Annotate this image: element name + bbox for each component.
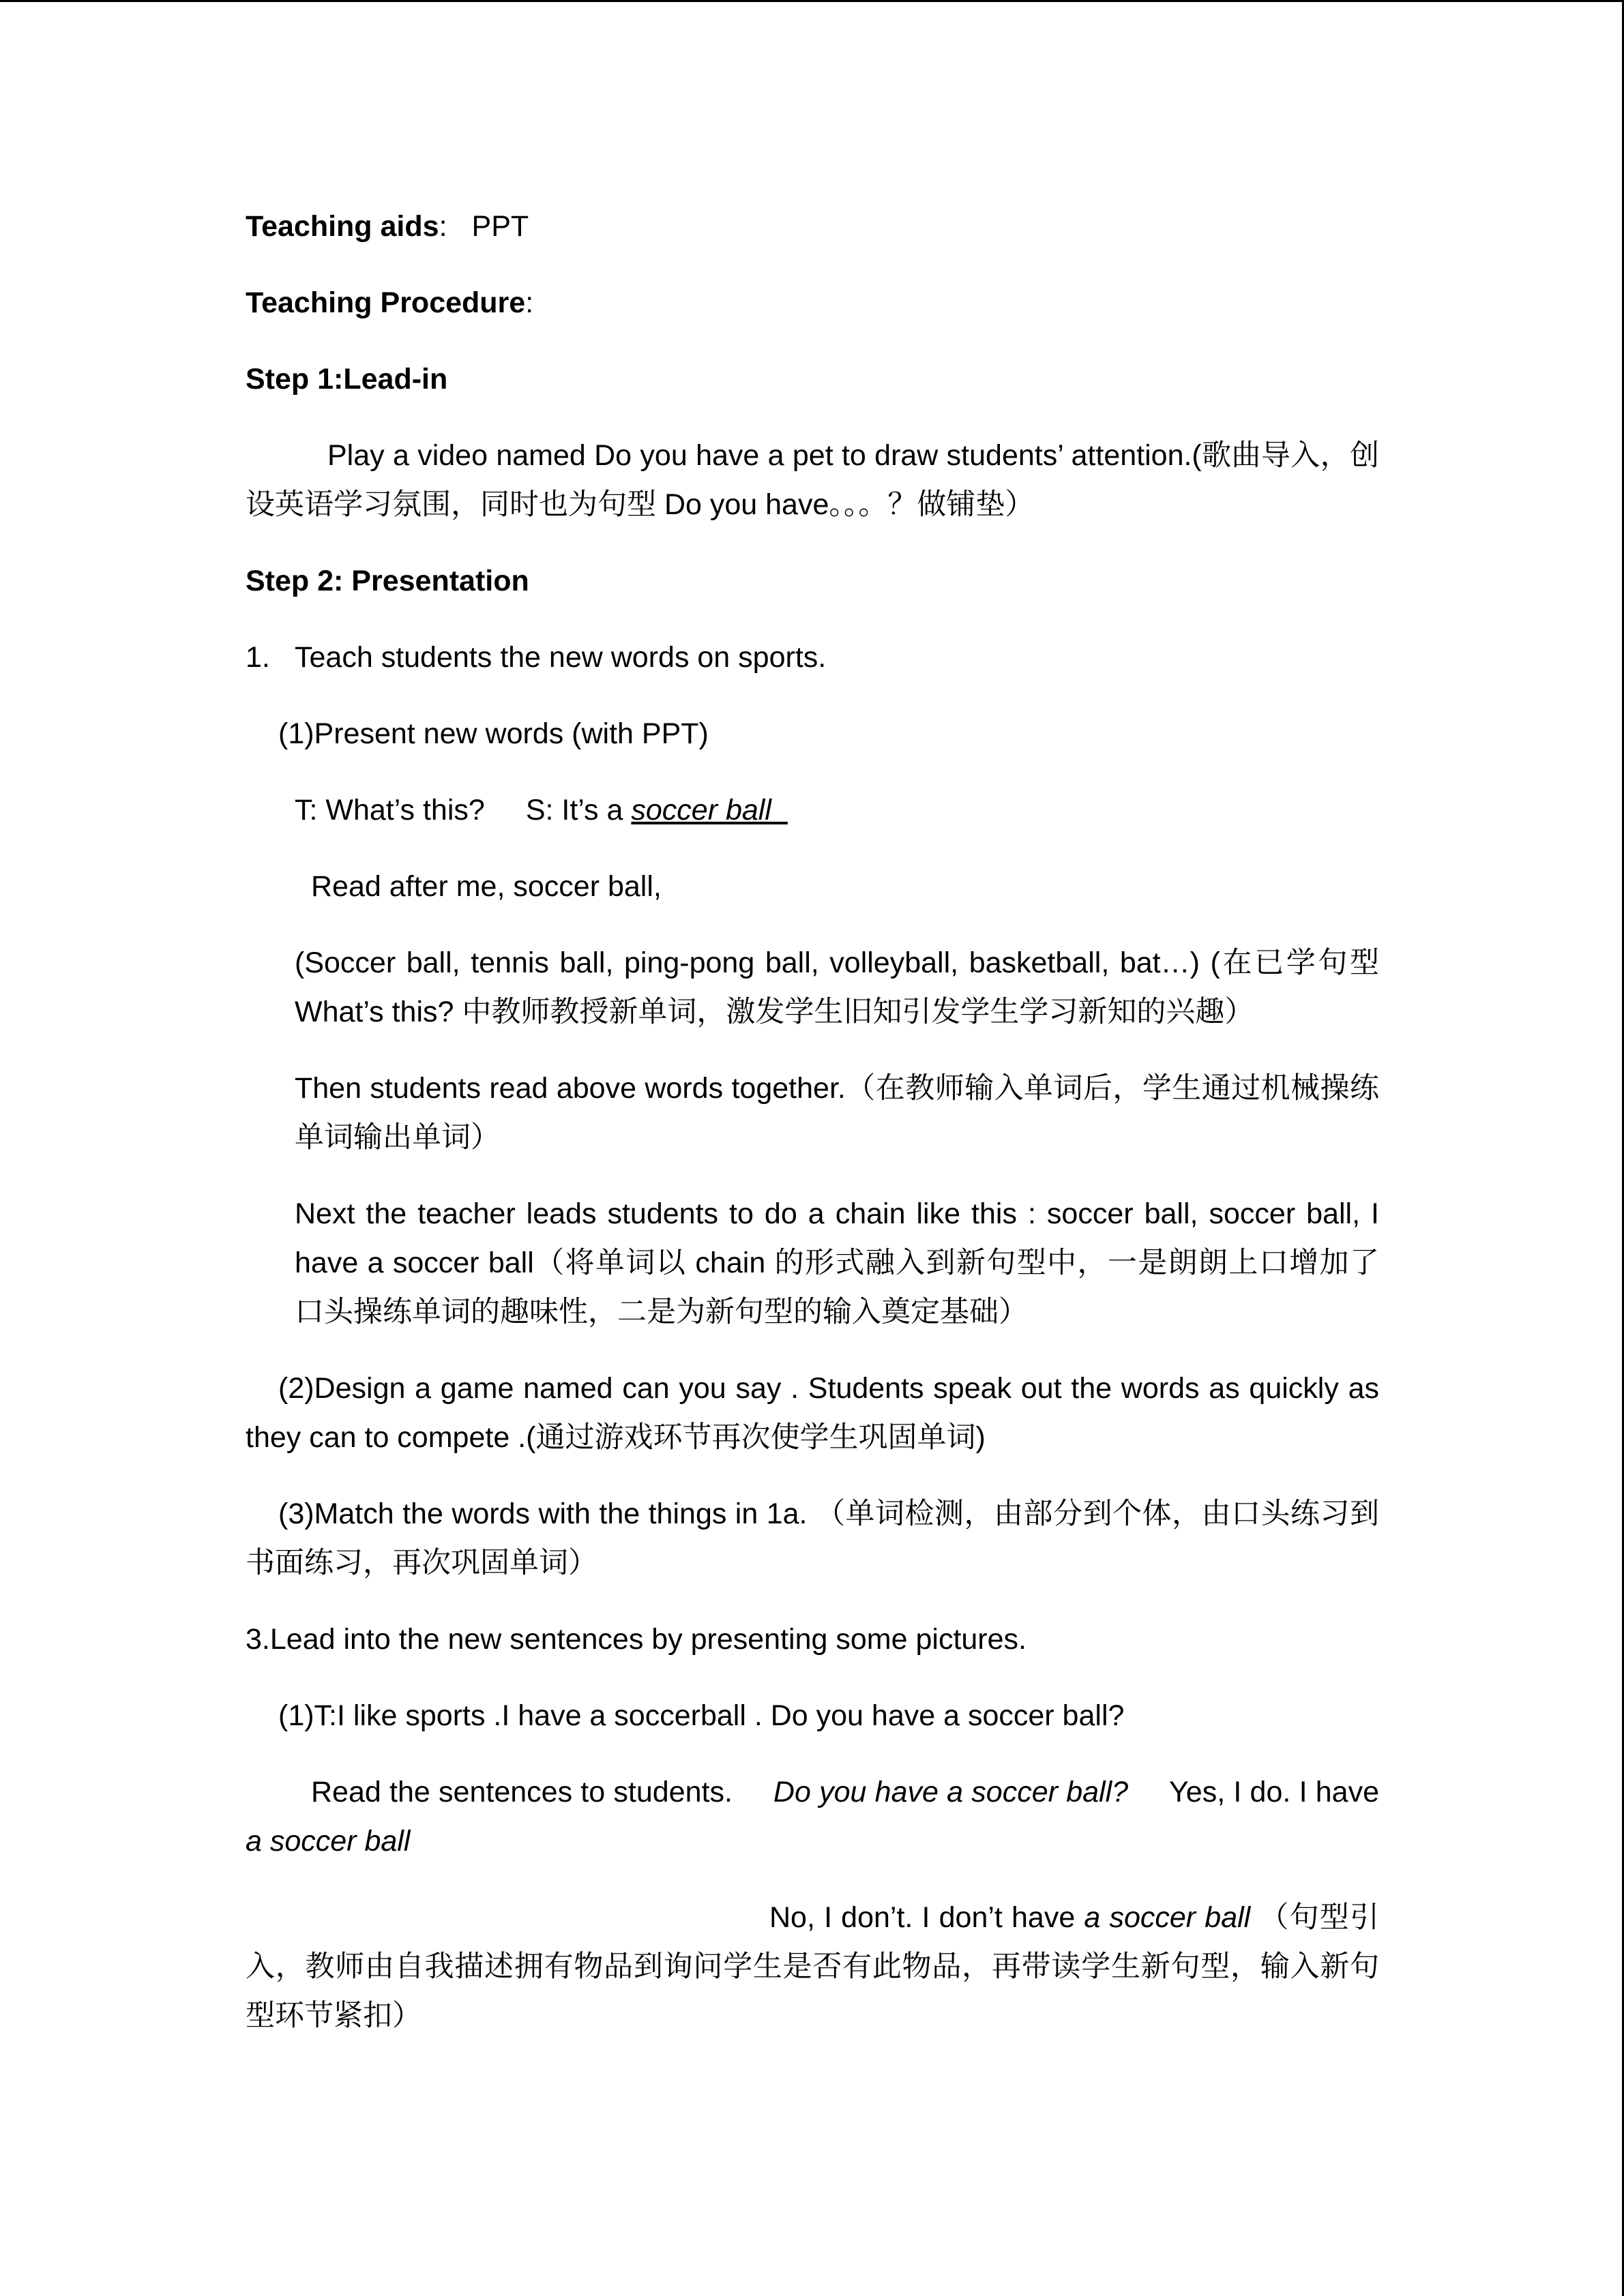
no-answer-prefix: No, I don’t. I don’t have [769, 1901, 1084, 1934]
dialog-teacher: T: What’s this? [295, 794, 485, 826]
teaching-aids-value: PPT [471, 210, 529, 243]
procedure-heading-line [246, 278, 1379, 327]
teaching-aids-label: Teaching aids [246, 210, 439, 243]
yes-answer-prefix: Yes, I do. I have [1169, 1776, 1380, 1808]
procedure-separator: : [525, 286, 534, 319]
chain-paragraph: Next the teacher leads students to do a chain like this : soccer ball, soccer ball, I have a soccer ball（将单词以 chain 的形式融入到新句型中，一是朗朗上口增加了口头操练单词的趣味性，二是为新句型的输入奠定基础） [295, 1197, 1379, 1328]
step2-heading: Step 2: Presentation [246, 565, 529, 597]
list-item-3: 3.Lead into the new sentences by presenting some pictures. [246, 1623, 1027, 1656]
teaching-aids-line [246, 202, 1379, 251]
step1-heading: Step 1:Lead-in [246, 363, 448, 396]
step1-paragraph: Play a video named Do you have a pet to draw students’ attention.(歌曲导入，创设英语学习氛围，同时也为句型 Do you have。。。？做铺垫） [246, 439, 1379, 521]
list-item-1 [246, 633, 1379, 682]
sub-item-2-paragraph: (2)Design a game named can you say . Students speak out the words as quickly as they can to compete .(通过游戏环节再次使学生巩固单词) [246, 1372, 1379, 1454]
list-item-1-number: 1. [246, 641, 270, 674]
read-sentences-paragraph [246, 1768, 1379, 1866]
list-item-1-text: Teach students the new words on sports. [295, 641, 827, 674]
read-sentences-prefix: Read the sentences to students. [311, 1776, 733, 1808]
yes-answer-object: a soccer ball [246, 1825, 411, 1858]
dialog-line [246, 786, 1379, 835]
sub-item-1: (1)Present new words (with PPT) [278, 717, 709, 750]
document-body [246, 202, 1379, 2068]
read-together-paragraph: Then students read above words together.（在教师输入单词后，学生通过机械操练单词输出单词） [295, 1072, 1379, 1154]
no-answer-object: a soccer ball [1084, 1901, 1251, 1934]
no-answer-paragraph [246, 1893, 1379, 2040]
sub-item-3-paragraph: (3)Match the words with the things in 1a. （单词检测，由部分到个体，由口头练习到书面练习，再次巩固单词） [246, 1497, 1379, 1579]
dialog-student-answer: soccer ball [631, 794, 771, 826]
top-border [0, 0, 1624, 2]
teaching-aids-separator: : [439, 210, 447, 243]
no-answer-note: （句型引入，教师由自我描述拥有物品到询问学生是否有此物品，再带读学生新句型，输入新句型环节紧扣） [246, 1901, 1379, 2032]
procedure-label: Teaching Procedure [246, 286, 526, 319]
words-list-paragraph: (Soccer ball, tennis ball, ping-pong ball, volleyball, basketball, bat…) (在已学句型 What’s this? 中教师教授新单词，激发学生旧知引发学生学习新知的兴趣） [295, 946, 1379, 1028]
sub-item-3-1: (1)T:I like sports .I have a soccerball . Do you have a soccer ball? [278, 1699, 1125, 1732]
question-sentence: Do you have a soccer ball? [773, 1776, 1129, 1808]
read-after-line: Read after me, soccer ball, [311, 870, 662, 903]
dialog-student-prefix: S: It’s a [525, 794, 632, 826]
